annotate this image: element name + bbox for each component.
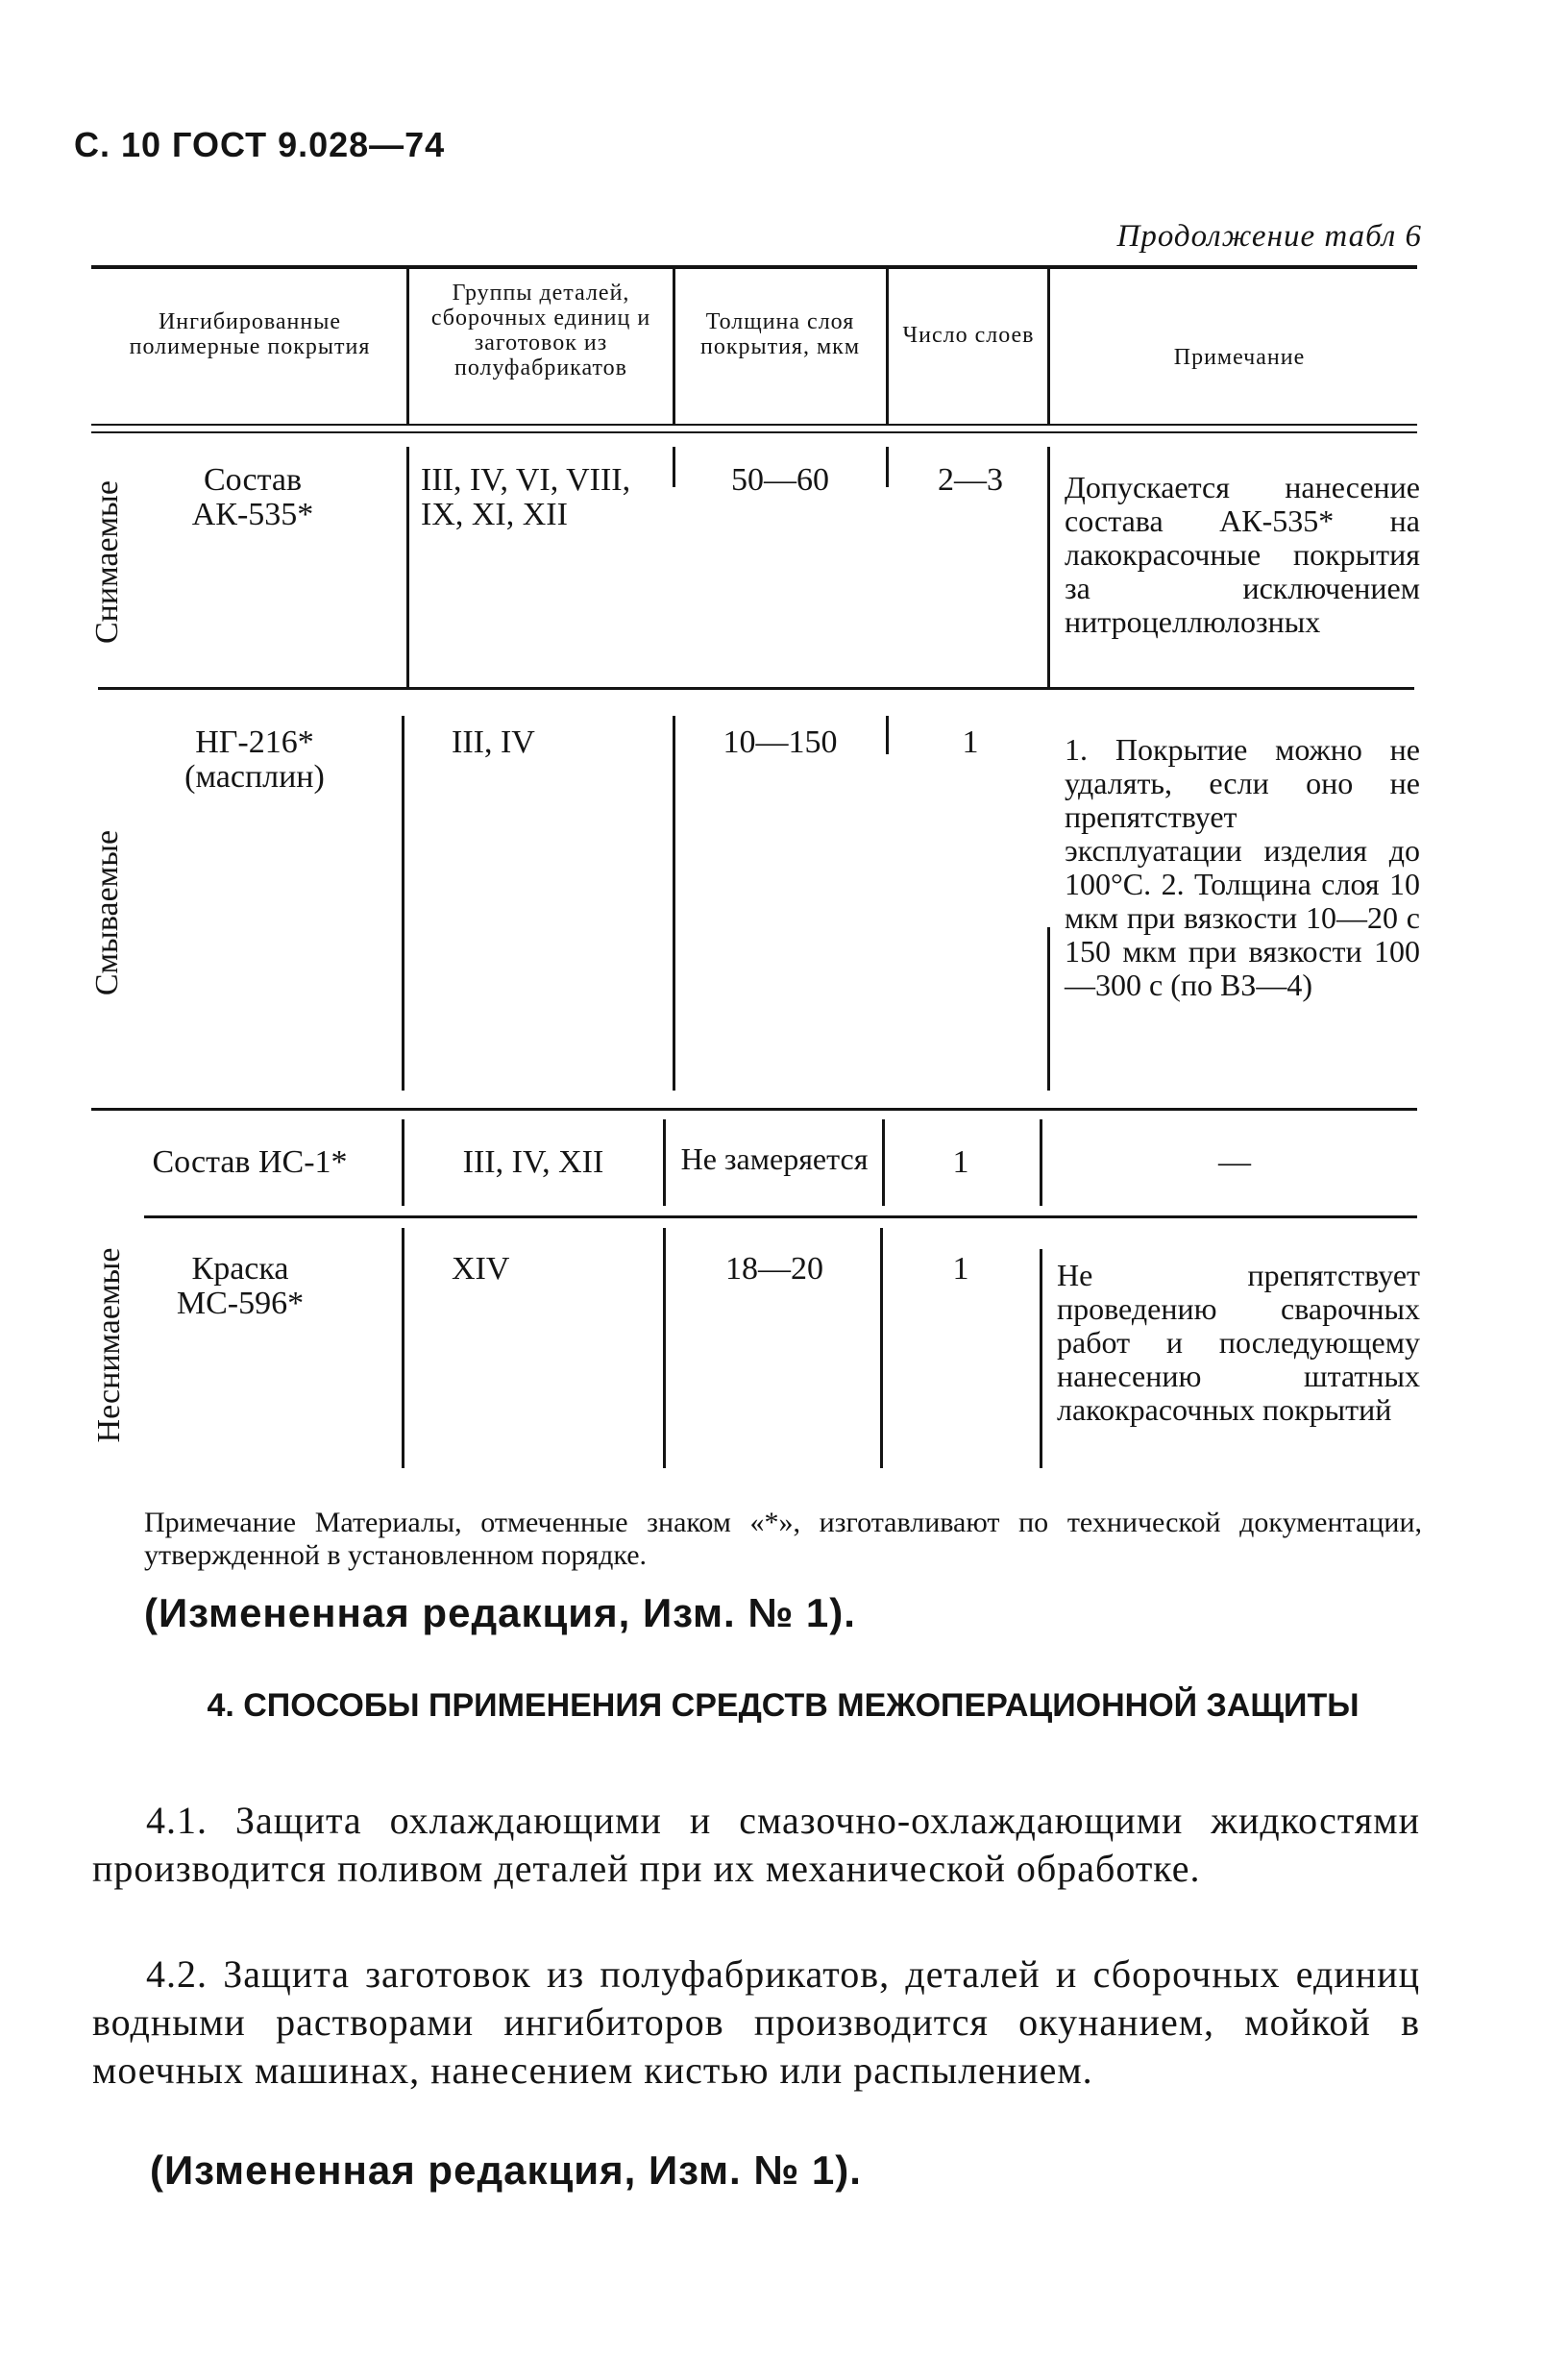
col-header-coatings: Ингибированные полимерные покрытия (129, 309, 371, 359)
col-rule (673, 716, 675, 1091)
row-3-note: — (1218, 1144, 1251, 1180)
amendment-note-2: (Измененная редакция, Изм. № 1). (150, 2147, 862, 2193)
col-rule (402, 716, 404, 1091)
amendment-note-1: (Измененная редакция, Изм. № 1). (144, 1590, 856, 1635)
col-rule (402, 1119, 404, 1206)
table-note: Примечание Материалы, отмеченные знаком «*», изготавливают по технической документации, утвержденной в установленном порядке. (144, 1507, 1422, 1571)
row-3-groups: III, IV, XII (462, 1144, 604, 1180)
col-rule (406, 269, 409, 426)
row-2-name: НГ-216* (масплин) (184, 724, 325, 795)
row-3-name: Состав ИС-1* (152, 1144, 348, 1180)
col-header-thickness: Толщина слоя покрытия, мкм (699, 309, 861, 359)
row-1-groups: III, IV, VI, VIII, IX, XI, XII (421, 462, 631, 532)
row-rule-3 (144, 1215, 1417, 1218)
col-header-note: Примечание (1173, 345, 1306, 370)
col-rule (663, 1228, 666, 1468)
header-rule-1 (91, 424, 1417, 426)
row-4-note: Не препятствует проведению сварочных работ и последующему нанесению штатных лакокрасочных покрытий (1057, 1258, 1420, 1427)
col-rule (1047, 269, 1050, 426)
row-2-groups: III, IV (452, 724, 535, 760)
row-3-thickness: Не замеряется (680, 1141, 869, 1176)
col-rule (886, 447, 889, 487)
row-1-thickness: 50—60 (731, 462, 829, 498)
row-4-name: Краска МС-596* (176, 1251, 305, 1321)
col-rule (1047, 927, 1050, 1091)
row-4-layers: 1 (952, 1251, 969, 1287)
row-4-groups: XIV (452, 1251, 510, 1287)
col-rule (1047, 447, 1050, 687)
header-rule-2 (91, 431, 1417, 433)
row-3-layers: 1 (952, 1144, 969, 1180)
col-rule (880, 1228, 883, 1468)
row-2-note: 1. Покрытие можно не удалять, если оно не препятствует эксплуатации изделия до 100°С. 2. Толщина слоя 10 мкм при вязкости 10—20 с 150 мкм при вязкости 100—300 с (по ВЗ—4) (1065, 732, 1420, 1002)
row-4-thickness: 18—20 (725, 1251, 823, 1287)
col-rule (673, 269, 675, 426)
row-1-layers: 2—3 (938, 462, 1003, 498)
section-title: 4. СПОСОБЫ ПРИМЕНЕНИЯ СРЕДСТВ МЕЖОПЕРАЦИОННОЙ ЗАЩИТЫ (207, 1687, 1360, 1724)
paragraph-4-2 (92, 1950, 1420, 2095)
col-header-groups: Группы деталей, сборочных единиц и заготовок из полуфабрикатов (430, 281, 651, 380)
page-header: С. 10 ГОСТ 9.028—74 (74, 125, 446, 164)
col-rule (1040, 1119, 1042, 1206)
paragraph-4-1-text: 4.1. Защита охлаждающими и смазочно-охлаждающими жидкостями производится поливом деталей при их механической обработке. (92, 1799, 1420, 1890)
col-rule (886, 716, 889, 754)
col-rule (1040, 1249, 1042, 1468)
group-label-washable: Смываемые (89, 829, 125, 996)
table-top-rule (91, 265, 1417, 269)
row-rule-1 (98, 687, 1414, 690)
col-rule (882, 1119, 885, 1206)
col-rule (673, 447, 675, 487)
paragraph-4-2-text: 4.2. Защита заготовок из полуфабрикатов, деталей и сборочных единиц водными растворами ингибиторов производится окунанием, мойкой в моечных машинах, нанесением кистью или распылением. (92, 1952, 1420, 2092)
row-1-note: Допускается нанесение состава АК-535* на лакокрасочные покрытия за исключением нитроцеллюлозных (1065, 470, 1420, 639)
col-rule (663, 1119, 666, 1206)
table-caption: Продолжение табл 6 (1116, 219, 1422, 254)
paragraph-4-1 (92, 1797, 1420, 1893)
col-rule (406, 447, 409, 687)
row-rule-2 (91, 1108, 1417, 1111)
group-label-removable: Снимаемые (89, 480, 125, 644)
row-1-name: Состав АК-535* (191, 462, 314, 532)
col-header-layers: Число слоев (902, 323, 1035, 348)
row-2-thickness: 10—150 (723, 724, 838, 760)
group-label-nonremovable: Неснимаемые (91, 1247, 127, 1443)
row-2-layers: 1 (962, 724, 979, 760)
col-rule (886, 269, 889, 426)
col-rule (402, 1228, 404, 1468)
